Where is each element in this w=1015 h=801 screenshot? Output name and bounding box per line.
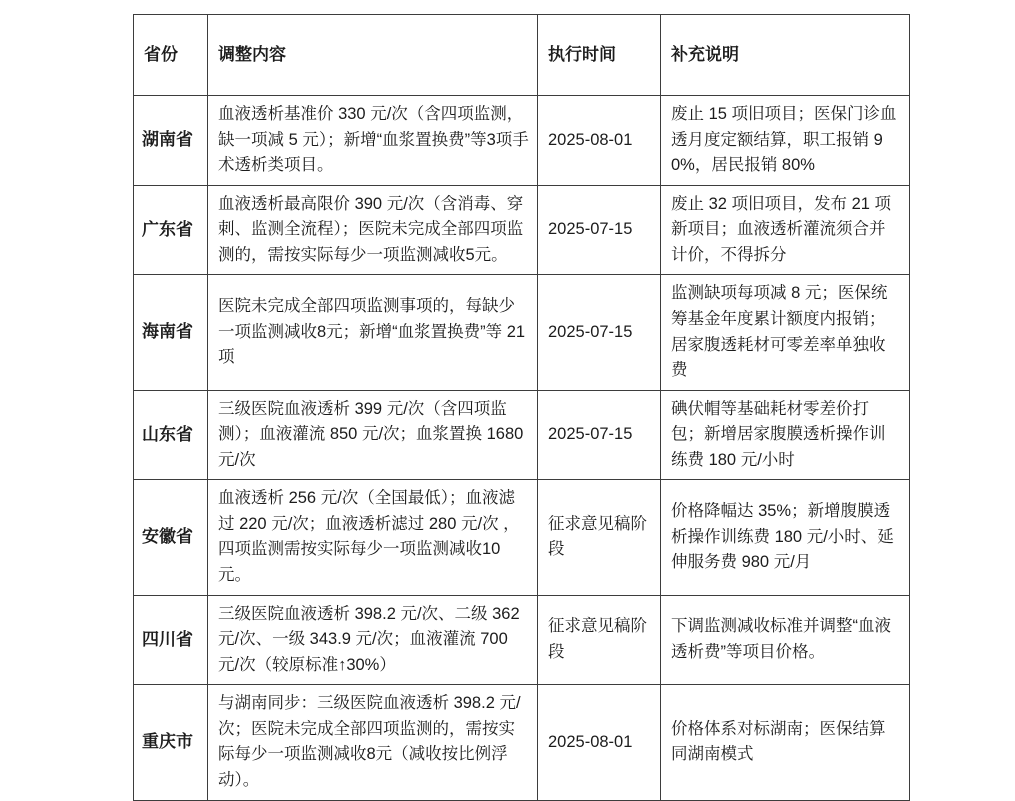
dialysis-price-table <box>133 14 910 801</box>
cell-content: 血液透析基准价 330 元/次（含四项监测，缺一项减 5 元）；新增“血浆置换费”等3项手术透析类项目。 <box>208 96 538 186</box>
table-row <box>134 275 910 390</box>
cell-content: 三级医院血液透析 399 元/次（含四项监测）；血液灌流 850 元/次；血浆置换 1680 元/次 <box>208 390 538 480</box>
cell-time: 2025-08-01 <box>538 685 661 800</box>
table-row <box>134 685 910 800</box>
header-province: 省份 <box>134 15 208 96</box>
table-row <box>134 595 910 685</box>
table-row <box>134 185 910 275</box>
cell-content: 与湖南同步：三级医院血液透析 398.2 元/次；医院未完成全部四项监测的，需按实际每少一项监测减收8元（减收按比例浮动）。 <box>208 685 538 800</box>
table-row <box>134 390 910 480</box>
cell-time: 2025-07-15 <box>538 390 661 480</box>
cell-time: 2025-07-15 <box>538 185 661 275</box>
cell-content: 血液透析最高限价 390 元/次（含消毒、穿刺、监测全流程）；医院未完成全部四项监测的，需按实际每少一项监测减收5元。 <box>208 185 538 275</box>
cell-province: 广东省 <box>134 185 208 275</box>
cell-notes: 碘伏帽等基础耗材零差价打包；新增居家腹膜透析操作训练费 180 元/小时 <box>661 390 910 480</box>
cell-notes: 价格降幅达 35%；新增腹膜透析操作训练费 180 元/小时、延伸服务费 980 元/月 <box>661 480 910 595</box>
cell-time: 征求意见稿阶段 <box>538 480 661 595</box>
cell-notes: 废止 15 项旧项目；医保门诊血透月度定额结算，职工报销 90%，居民报销 80% <box>661 96 910 186</box>
cell-province: 海南省 <box>134 275 208 390</box>
cell-province: 重庆市 <box>134 685 208 800</box>
dialysis-price-table-container <box>133 14 909 801</box>
cell-notes: 下调监测减收标准并调整“血液透析费”等项目价格。 <box>661 595 910 685</box>
cell-time: 2025-07-15 <box>538 275 661 390</box>
cell-province: 山东省 <box>134 390 208 480</box>
cell-notes: 价格体系对标湖南；医保结算同湖南模式 <box>661 685 910 800</box>
cell-time: 征求意见稿阶段 <box>538 595 661 685</box>
table-header-row <box>134 15 910 96</box>
cell-province: 湖南省 <box>134 96 208 186</box>
table-row <box>134 96 910 186</box>
cell-time: 2025-08-01 <box>538 96 661 186</box>
cell-notes: 监测缺项每项减 8 元；医保统筹基金年度累计额度内报销；居家腹透耗材可零差率单独收费 <box>661 275 910 390</box>
header-content: 调整内容 <box>208 15 538 96</box>
cell-province: 四川省 <box>134 595 208 685</box>
table-row <box>134 480 910 595</box>
header-time: 执行时间 <box>538 15 661 96</box>
cell-content: 医院未完成全部四项监测事项的，每缺少一项监测减收8元；新增“血浆置换费”等 21 项 <box>208 275 538 390</box>
cell-province: 安徽省 <box>134 480 208 595</box>
header-notes: 补充说明 <box>661 15 910 96</box>
cell-notes: 废止 32 项旧项目，发布 21 项新项目；血液透析灌流须合并计价，不得拆分 <box>661 185 910 275</box>
cell-content: 血液透析 256 元/次（全国最低）；血液滤过 220 元/次；血液透析滤过 280 元/次 ，四项监测需按实际每少一项监测减收10元。 <box>208 480 538 595</box>
cell-content: 三级医院血液透析 398.2 元/次、二级 362 元/次、一级 343.9 元/次；血液灌流 700 元/次（较原标准↑30%） <box>208 595 538 685</box>
